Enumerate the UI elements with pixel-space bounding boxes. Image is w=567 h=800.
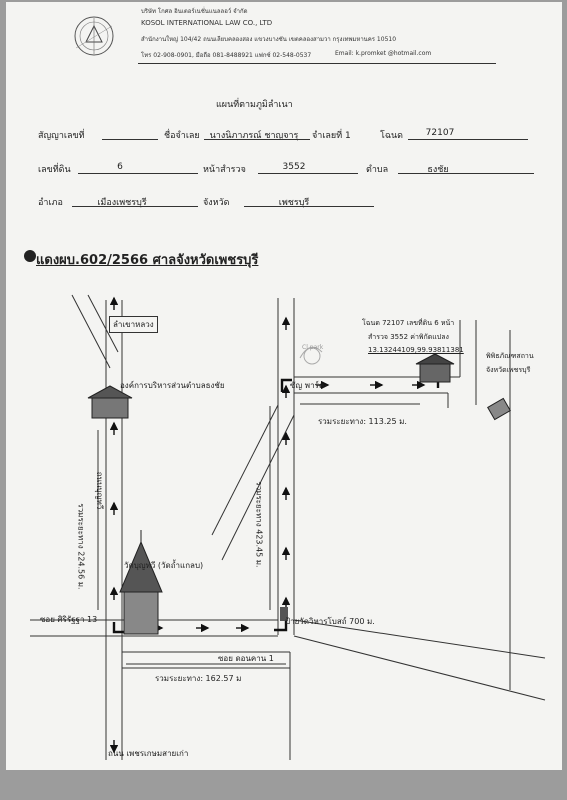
- subdistrict-label: ตำบล: [366, 165, 389, 175]
- subdistrict-line: [398, 173, 534, 174]
- road-bottom-label: ถนน เพชรเกษมสายเก่า: [108, 749, 189, 758]
- deed-value: 72107: [425, 128, 455, 138]
- defendant-name-line: [204, 139, 310, 140]
- road-label-top: ลำเขาหลวง: [109, 316, 158, 333]
- defendant-no-label: จำเลยที่ 1: [312, 131, 351, 141]
- park-logo-text: Cl park: [302, 344, 324, 351]
- company-contact: โทร 02-908-0901, มือถือ 081-8488921 แฟกซ์ 02-548-0537: [141, 52, 312, 59]
- museum-label-1: พิพิธภัณฑสถาน: [486, 352, 534, 360]
- province-line: [244, 206, 374, 207]
- case-title: แดงผบ.602/2566 ศาลจังหวัดเพชรบุรี: [36, 253, 259, 268]
- road-vertical-left-label: ถนนบุญทวี: [95, 471, 105, 510]
- deed-label: โฉนด: [380, 131, 403, 141]
- plot-info-line-1: โฉนด 72107 เลขที่ดิน 6 หน้า: [362, 319, 455, 327]
- soi-left-label: ซอย ศิริรัฐฐา 13: [40, 615, 98, 624]
- temple-sign-label: ป้ายวัดวิหารโบสถ์ 700 ม.: [285, 617, 375, 626]
- distance-bottom: รวมระยะทาง: 162.57 ม: [155, 674, 242, 683]
- district-line: [72, 206, 198, 207]
- letterhead-rule: [138, 63, 496, 64]
- company-address: สำนักงานใหญ่ 104/42 ถนนเลียบคลองสอง แขวงบางชัน เขตคลองสามวา กรุงเทพมหานคร 10510: [141, 36, 397, 43]
- deed-line: [408, 139, 528, 140]
- contract-no-label: สัญญาเลขที่: [38, 131, 85, 141]
- province-value: เพชรบุรี: [278, 198, 310, 208]
- district-label: อำเภอ: [38, 198, 63, 208]
- province-label: จังหวัด: [203, 198, 230, 208]
- form-title: แผนที่ตามภูมิลำเนา: [216, 100, 293, 110]
- temple-icon: [120, 530, 162, 634]
- company-name-english: KOSOL INTERNATIONAL LAW CO., LTD: [141, 19, 273, 27]
- market-label: ซัญ พาร์ค-: [290, 381, 328, 390]
- district-value: เมืองเพชรบุรี: [97, 198, 147, 208]
- land-no-label: เลขที่ดิน: [38, 165, 71, 175]
- bullet-icon: [24, 250, 36, 262]
- survey-page-line: [258, 173, 358, 174]
- property-house-icon: [416, 354, 454, 382]
- defendant-name-label: ชื่อจำเลย: [164, 131, 200, 141]
- museum-label-2: จังหวัดเพชรบุรี: [486, 366, 531, 374]
- plot-coordinates: 13.13244109,99.93811381: [368, 346, 464, 354]
- museum-icon: [488, 398, 511, 419]
- distance-top-right: รวมระยะทาง: 113.25 ม.: [318, 417, 407, 426]
- distance-middle: รวมระยะทาง 423.45 ม.: [254, 481, 264, 568]
- temple-label: วัดบุญทวี (วัดถ้ำแกลบ): [124, 561, 204, 570]
- plot-info-line-2: สำรวจ 3552 ค่าพิกัดแปลง: [368, 333, 449, 341]
- soi-bottom-label: ซอย ดอนคาน 1: [218, 654, 274, 663]
- defendant-name-value: นางนิภาภรณ์ ชาญจารุ: [209, 131, 299, 141]
- survey-page-value: 3552: [282, 162, 306, 172]
- company-logo-icon: [66, 8, 126, 66]
- company-email: Email: k.promket @hotmail.com: [335, 50, 432, 57]
- land-no-value: 6: [117, 162, 123, 172]
- land-no-line: [78, 173, 198, 174]
- distance-left: รวมระยะทาง 224.56 ม.: [76, 503, 86, 590]
- contract-no-line: [102, 139, 158, 140]
- sao-office-label: องค์การบริหารส่วนตำบลธงชัย: [120, 381, 225, 390]
- survey-page-label: หน้าสำรวจ: [203, 165, 246, 175]
- company-name-thai: บริษัท โกศล อินเตอร์เนชั่นแนลลอว์ จำกัด: [141, 8, 248, 15]
- subdistrict-value: ธงชัย: [427, 165, 449, 175]
